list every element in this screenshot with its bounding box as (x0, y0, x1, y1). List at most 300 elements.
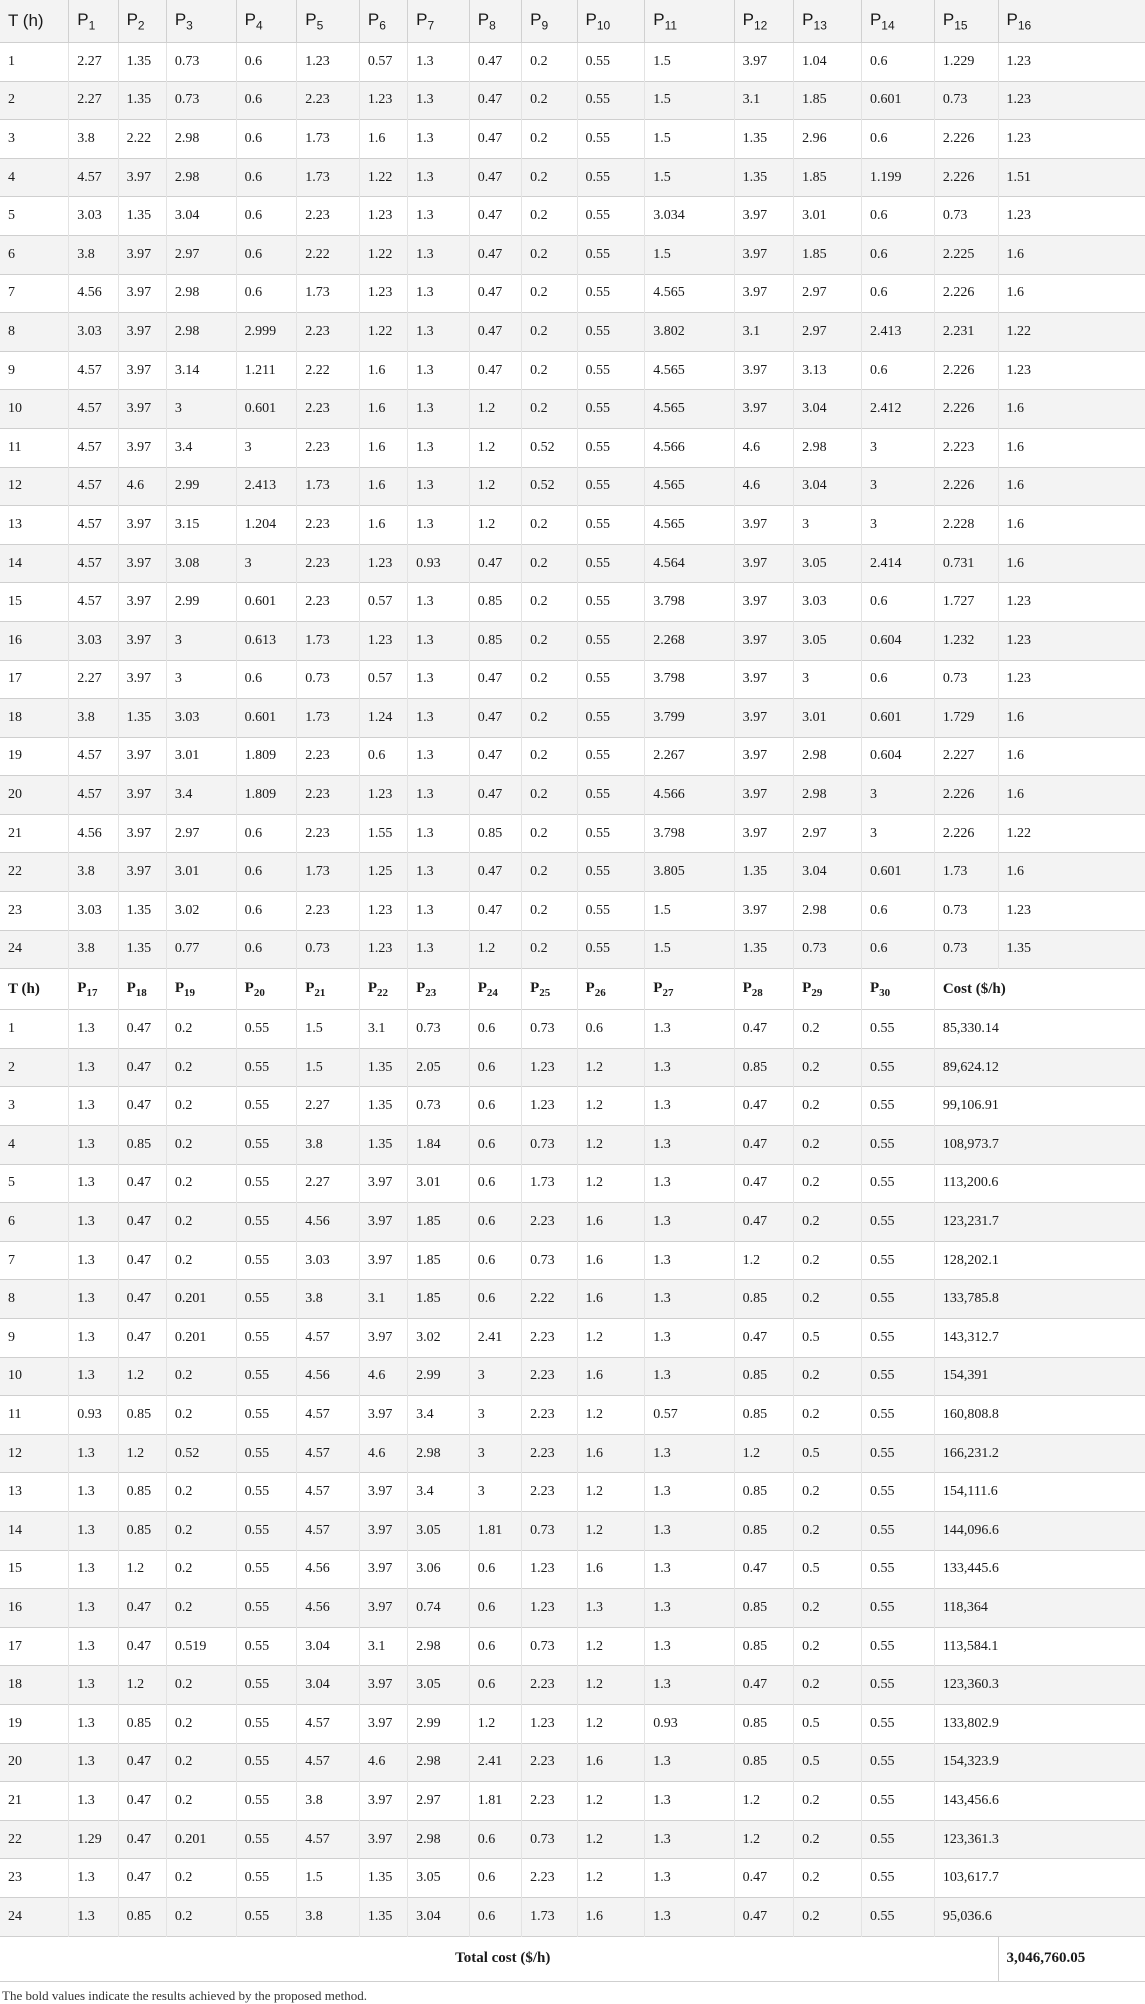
bottom-table-cell: 0.74 (408, 1589, 470, 1628)
top-table-cell: 4.566 (645, 428, 734, 467)
top-table-cell: 2.98 (794, 776, 862, 815)
bottom-table-cell: 13 (0, 1473, 69, 1512)
cost-cell: 154,111.6 (934, 1473, 1145, 1512)
top-table-cell: 0.55 (577, 351, 645, 390)
top-table-cell: 2.223 (934, 428, 998, 467)
bottom-table-cell: 0.2 (166, 1164, 236, 1203)
top-table-cell: 7 (0, 274, 69, 313)
bottom-table-cell: 0.2 (794, 1627, 862, 1666)
cost-cell: 123,231.7 (934, 1203, 1145, 1242)
top-table-cell: 3.03 (69, 892, 118, 931)
bottom-header-cell (469, 969, 521, 1010)
top-table-cell: 1.23 (998, 120, 1145, 159)
bottom-table-cell: 3 (469, 1396, 521, 1435)
top-table-cell: 3.97 (734, 814, 794, 853)
top-table-cell: 3 (236, 428, 297, 467)
bottom-table-row (0, 1473, 1145, 1512)
bottom-table-cell: 2.99 (408, 1357, 470, 1396)
bottom-table-cell: 0.85 (734, 1589, 794, 1628)
bottom-table-cell: 0.5 (794, 1550, 862, 1589)
top-table-cell: 0.731 (934, 544, 998, 583)
cost-cell: 143,456.6 (934, 1782, 1145, 1821)
bottom-table-cell: 2.23 (522, 1782, 577, 1821)
top-table-cell: 1.35 (118, 892, 166, 931)
bottom-table-cell: 1.3 (69, 1434, 118, 1473)
bottom-header-cell (861, 969, 934, 1010)
bottom-table-cell: 0.55 (236, 1473, 297, 1512)
top-table-cell: 1.6 (998, 699, 1145, 738)
bottom-table-cell: 0.47 (734, 1319, 794, 1358)
bottom-table-cell: 1.2 (577, 1164, 645, 1203)
top-table-cell: 3.97 (734, 43, 794, 82)
bottom-table-cell: 0.85 (734, 1048, 794, 1087)
bottom-table-cell: 0.55 (861, 1010, 934, 1049)
bottom-table-cell: 1.2 (118, 1550, 166, 1589)
top-table-cell: 2.23 (297, 544, 360, 583)
bottom-table-cell: 0.55 (236, 1589, 297, 1628)
top-table-cell: 1.5 (645, 120, 734, 159)
top-table-cell: 3.97 (734, 621, 794, 660)
top-table-cell: 1.3 (408, 197, 470, 236)
top-table-cell: 0.6 (861, 120, 934, 159)
bottom-table-cell: 0.55 (236, 1897, 297, 1936)
bottom-table-cell: 0.55 (861, 1280, 934, 1319)
bottom-table-cell: 0.47 (734, 1897, 794, 1936)
bottom-table-row (0, 1164, 1145, 1203)
bottom-table-cell: 1.6 (577, 1743, 645, 1782)
top-header-label: P (653, 9, 665, 29)
bottom-table-cell: 0.6 (469, 1087, 521, 1126)
bottom-table-cell: 4.57 (297, 1511, 360, 1550)
top-table-cell: 17 (0, 660, 69, 699)
bottom-table-cell: 3.8 (297, 1897, 360, 1936)
bottom-table-cell: 3.4 (408, 1473, 470, 1512)
bottom-table-cell: 4.57 (297, 1743, 360, 1782)
top-table-cell: 0.604 (861, 737, 934, 776)
top-table-cell: 4.57 (69, 351, 118, 390)
top-table-cell: 6 (0, 235, 69, 274)
table-footnote: The bold values indicate the results achieved by the proposed method. (2, 1987, 367, 2003)
top-header-label: P (244, 9, 256, 29)
bottom-table-cell: 2.23 (522, 1473, 577, 1512)
top-table-cell: 3.97 (734, 544, 794, 583)
top-table-cell: 2.23 (297, 313, 360, 352)
bottom-table-cell: 2.23 (522, 1434, 577, 1473)
top-table-cell: 2.231 (934, 313, 998, 352)
top-table-cell: 3.8 (69, 235, 118, 274)
top-header-subscript: 15 (954, 18, 968, 33)
bottom-table-row (0, 1511, 1145, 1550)
bottom-table-cell: 0.47 (118, 1164, 166, 1203)
top-table-cell: 2.413 (236, 467, 297, 506)
bottom-table-cell: 1.3 (69, 1087, 118, 1126)
bottom-table-cell: 1.2 (577, 1087, 645, 1126)
bottom-table-cell: 0.47 (118, 1782, 166, 1821)
bottom-header-label: P (77, 979, 87, 996)
top-table-cell: 0.55 (577, 390, 645, 429)
bottom-header-label: P (530, 979, 540, 996)
bottom-table-cell: 4.6 (359, 1434, 407, 1473)
top-header-subscript: 3 (186, 18, 193, 33)
bottom-table-cell: 0.55 (236, 1087, 297, 1126)
top-table-cell: 1.5 (645, 930, 734, 969)
top-table-row (0, 544, 1145, 583)
top-table-cell: 0.6 (236, 235, 297, 274)
total-cost-value: 3,046,760.05 (998, 1936, 1145, 1981)
top-header-label: P (477, 9, 490, 29)
top-table-cell: 0.6 (861, 197, 934, 236)
bottom-table-cell: 16 (0, 1589, 69, 1628)
bottom-table-cell: 0.55 (236, 1434, 297, 1473)
top-table-cell: 3 (794, 506, 862, 545)
top-table-cell: 0.6 (236, 158, 297, 197)
top-table-cell: 4.56 (69, 814, 118, 853)
bottom-table-row (0, 1897, 1145, 1936)
top-table-cell: 0.6 (861, 930, 934, 969)
bottom-header-label: Cost ($/h) (942, 980, 1006, 997)
top-table-row (0, 43, 1145, 82)
bottom-table-cell: 0.52 (166, 1434, 236, 1473)
bottom-header-subscript: 19 (184, 986, 195, 999)
top-table-cell: 1.6 (359, 428, 407, 467)
bottom-header-label: T (h) (8, 980, 40, 997)
bottom-table-cell: 2.27 (297, 1087, 360, 1126)
top-table-cell: 2.414 (861, 544, 934, 583)
bottom-table-cell: 0.85 (118, 1897, 166, 1936)
cost-cell: 123,361.3 (934, 1820, 1145, 1859)
bottom-table-cell: 1.3 (645, 1357, 734, 1396)
bottom-table-cell: 1.6 (577, 1897, 645, 1936)
bottom-table-cell: 4.56 (297, 1550, 360, 1589)
bottom-table-cell: 0.47 (734, 1203, 794, 1242)
top-table-cell: 1.2 (469, 930, 521, 969)
bottom-table-cell: 24 (0, 1897, 69, 1936)
top-table-cell: 1.3 (408, 660, 470, 699)
top-table-cell: 0.2 (522, 351, 577, 390)
bottom-header-label: P (653, 979, 663, 996)
bottom-table-cell: 2.23 (522, 1666, 577, 1705)
top-table-cell: 1.5 (645, 235, 734, 274)
bottom-table-cell: 1.2 (577, 1782, 645, 1821)
bottom-table-cell: 0.2 (794, 1126, 862, 1165)
top-table-cell: 1.3 (408, 43, 470, 82)
top-table-cell: 3.03 (69, 621, 118, 660)
top-table-cell: 12 (0, 467, 69, 506)
top-table-cell: 2.99 (166, 583, 236, 622)
top-header-label: P (174, 9, 187, 29)
top-table-cell: 0.2 (522, 776, 577, 815)
top-table-cell: 8 (0, 313, 69, 352)
top-table-cell: 3.97 (734, 351, 794, 390)
bottom-table-row (0, 1357, 1145, 1396)
bottom-table-cell: 3.97 (359, 1396, 407, 1435)
bottom-table-cell: 2.98 (408, 1434, 470, 1473)
bottom-table-cell: 0.47 (118, 1048, 166, 1087)
bottom-table-cell: 1.2 (577, 1396, 645, 1435)
top-table-cell: 2.23 (297, 81, 360, 120)
bottom-header-label: P (126, 979, 136, 996)
bottom-table-cell: 0.6 (469, 1589, 521, 1628)
bottom-table-cell: 1.3 (645, 1627, 734, 1666)
top-table-cell: 0.85 (469, 814, 521, 853)
top-header-label: P (530, 9, 542, 29)
bottom-table-cell: 0.85 (118, 1511, 166, 1550)
bottom-table-cell: 1.6 (577, 1280, 645, 1319)
top-table-cell: 3 (861, 506, 934, 545)
bottom-table-cell: 0.55 (861, 1164, 934, 1203)
bottom-table-cell: 1.3 (645, 1550, 734, 1589)
bottom-table-cell: 1.3 (645, 1589, 734, 1628)
top-table-cell: 0.2 (522, 158, 577, 197)
top-table-cell: 5 (0, 197, 69, 236)
bottom-table-cell: 1.3 (645, 1164, 734, 1203)
bottom-table-cell: 0.5 (794, 1743, 862, 1782)
top-table-cell: 2.226 (934, 814, 998, 853)
bottom-header-subscript: 25 (539, 986, 551, 999)
bottom-table-cell: 0.201 (166, 1820, 236, 1859)
bottom-header-subscript: 23 (425, 986, 437, 999)
bottom-table-cell: 0.55 (861, 1396, 934, 1435)
top-table-row (0, 776, 1145, 815)
top-table-cell: 13 (0, 506, 69, 545)
top-table-cell: 0.2 (522, 43, 577, 82)
top-table-cell: 1.23 (998, 197, 1145, 236)
bottom-table-cell: 0.55 (236, 1704, 297, 1743)
bottom-table-cell: 0.55 (861, 1126, 934, 1165)
top-table-cell: 1.729 (934, 699, 998, 738)
bottom-table-cell: 4.56 (297, 1589, 360, 1628)
top-table-cell: 3.97 (118, 235, 166, 274)
top-table-cell: 0.73 (934, 930, 998, 969)
top-table-cell: 4.565 (645, 274, 734, 313)
cost-cell: 95,036.6 (934, 1897, 1145, 1936)
top-table-cell: 0.85 (469, 621, 521, 660)
bottom-table-cell: 1.3 (69, 1203, 118, 1242)
bottom-table-cell: 3.97 (359, 1782, 407, 1821)
top-table-cell: 2.23 (297, 814, 360, 853)
top-table-cell: 1.3 (408, 892, 470, 931)
top-table-cell: 2.226 (934, 390, 998, 429)
bottom-table-row (0, 1859, 1145, 1898)
top-table-cell: 0.57 (359, 583, 407, 622)
top-table-cell: 2.22 (118, 120, 166, 159)
top-table-cell: 2.999 (236, 313, 297, 352)
top-table-cell: 0.73 (934, 197, 998, 236)
bottom-table-cell: 1.3 (69, 1859, 118, 1898)
bottom-table-cell: 1.3 (69, 1511, 118, 1550)
bottom-table-cell: 11 (0, 1396, 69, 1435)
bottom-table-cell: 0.47 (734, 1550, 794, 1589)
top-table-cell: 0.55 (577, 428, 645, 467)
top-table-cell: 0.2 (522, 81, 577, 120)
bottom-table-cell: 3.05 (408, 1666, 470, 1705)
top-table-cell: 3.034 (645, 197, 734, 236)
top-table-cell: 0.73 (297, 930, 360, 969)
top-table-cell: 16 (0, 621, 69, 660)
top-table-cell: 0.73 (934, 660, 998, 699)
top-table-row (0, 814, 1145, 853)
top-table-cell: 1.23 (998, 583, 1145, 622)
bottom-table-cell: 0.6 (469, 1164, 521, 1203)
bottom-table-cell: 1.3 (69, 1666, 118, 1705)
top-header-label: P (1006, 9, 1018, 29)
top-header-subscript: 14 (881, 18, 895, 33)
top-table-cell: 0.73 (166, 81, 236, 120)
top-table-cell: 0.6 (359, 737, 407, 776)
top-table-cell: 1.6 (998, 467, 1145, 506)
top-table-cell: 1.35 (734, 158, 794, 197)
bottom-table-cell: 0.55 (861, 1241, 934, 1280)
top-table-cell: 1.3 (408, 274, 470, 313)
top-table-row (0, 660, 1145, 699)
bottom-table-cell: 4.6 (359, 1743, 407, 1782)
top-header-subscript: 2 (137, 18, 145, 33)
top-table-cell: 1.23 (359, 544, 407, 583)
bottom-table-cell: 2.98 (408, 1743, 470, 1782)
bottom-table-cell: 0.85 (734, 1743, 794, 1782)
top-table-row (0, 235, 1145, 274)
bottom-header-cell (166, 969, 236, 1010)
bottom-table-cell: 1.3 (69, 1280, 118, 1319)
top-table-cell: 1.6 (998, 776, 1145, 815)
bottom-table-cell: 1.3 (69, 1550, 118, 1589)
bottom-table-cell: 0.55 (236, 1666, 297, 1705)
top-table-cell: 1.6 (998, 274, 1145, 313)
top-table-cell: 0.47 (469, 158, 521, 197)
top-table-cell: 0.47 (469, 43, 521, 82)
bottom-table-cell: 1.2 (734, 1782, 794, 1821)
cost-cell: 113,200.6 (934, 1164, 1145, 1203)
top-table-cell: 3.04 (794, 390, 862, 429)
bottom-table-cell: 0.93 (69, 1396, 118, 1435)
cost-cell: 154,391 (934, 1357, 1145, 1396)
top-table-cell: 3 (236, 544, 297, 583)
top-header-subscript: 8 (489, 18, 496, 33)
top-table-cell: 3 (166, 660, 236, 699)
bottom-table-cell: 4.56 (297, 1203, 360, 1242)
bottom-table-cell: 0.2 (794, 1010, 862, 1049)
cost-cell: 103,617.7 (934, 1859, 1145, 1898)
top-table-cell: 3.97 (734, 660, 794, 699)
top-table-cell: 0.47 (469, 274, 521, 313)
top-table-cell: 2.23 (297, 583, 360, 622)
top-table-cell: 3.4 (166, 776, 236, 815)
top-table-cell: 2.98 (166, 120, 236, 159)
top-table-cell: 0.73 (934, 892, 998, 931)
bottom-header-cell (0, 969, 69, 1010)
bottom-table-cell: 1.2 (577, 1704, 645, 1743)
top-table-cell: 3.798 (645, 583, 734, 622)
top-table-cell: 3.97 (118, 737, 166, 776)
bottom-table-cell: 1.35 (359, 1859, 407, 1898)
top-table-cell: 0.2 (522, 699, 577, 738)
top-table-cell: 4.56 (69, 274, 118, 313)
cost-cell: 85,330.14 (934, 1010, 1145, 1049)
top-table-row (0, 81, 1145, 120)
bottom-header-cell (359, 969, 407, 1010)
top-table-cell: 4.565 (645, 506, 734, 545)
top-table-cell: 24 (0, 930, 69, 969)
bottom-table-cell: 2.23 (522, 1859, 577, 1898)
cost-cell: 160,808.8 (934, 1396, 1145, 1435)
top-table-cell: 1.727 (934, 583, 998, 622)
top-table-cell: 1.23 (998, 621, 1145, 660)
top-table-cell: 0.55 (577, 660, 645, 699)
bottom-table-cell: 1.6 (577, 1550, 645, 1589)
bottom-header-subscript: 30 (879, 986, 891, 999)
top-table-row (0, 853, 1145, 892)
top-table-cell: 19 (0, 737, 69, 776)
bottom-table-row (0, 1010, 1145, 1049)
bottom-table-cell: 0.2 (794, 1589, 862, 1628)
top-table-cell: 2.23 (297, 506, 360, 545)
top-table-cell: 0.73 (297, 660, 360, 699)
bottom-header-label: P (367, 979, 378, 996)
bottom-header-cell (236, 969, 297, 1010)
top-table-cell: 1.23 (998, 892, 1145, 931)
bottom-table-cell: 1.81 (469, 1511, 521, 1550)
top-table-cell: 3.97 (734, 776, 794, 815)
top-table-cell: 20 (0, 776, 69, 815)
bottom-table-row (0, 1589, 1145, 1628)
top-table-cell: 0.47 (469, 776, 521, 815)
top-table-cell: 3.97 (118, 660, 166, 699)
top-table-cell: 0.47 (469, 544, 521, 583)
bottom-table-row (0, 1280, 1145, 1319)
bottom-table-cell: 0.2 (794, 1666, 862, 1705)
top-table-cell: 3.97 (118, 351, 166, 390)
top-table-cell: 3.97 (118, 814, 166, 853)
bottom-table-cell: 0.2 (166, 1550, 236, 1589)
bottom-header-subscript: 18 (135, 986, 147, 999)
top-table-cell: 3.97 (118, 506, 166, 545)
top-table-cell: 3.97 (118, 544, 166, 583)
bottom-table-cell: 0.55 (236, 1203, 297, 1242)
bottom-table-cell: 2.23 (522, 1203, 577, 1242)
top-table-cell: 3.03 (166, 699, 236, 738)
bottom-table-cell: 1.35 (359, 1087, 407, 1126)
top-table-cell: 1.3 (408, 428, 470, 467)
bottom-table-cell: 1.3 (645, 1087, 734, 1126)
top-table-cell: 0.55 (577, 930, 645, 969)
top-table-cell: 1.35 (118, 699, 166, 738)
top-table-cell: 1.6 (359, 390, 407, 429)
top-table-cell: 1.73 (297, 467, 360, 506)
top-table-row (0, 467, 1145, 506)
top-table-cell: 1.35 (734, 930, 794, 969)
top-table-cell: 0.77 (166, 930, 236, 969)
top-header-subscript: 12 (753, 18, 768, 33)
bottom-table-cell: 1.3 (69, 1126, 118, 1165)
top-table-cell: 3.97 (118, 776, 166, 815)
bottom-table-cell: 0.55 (861, 1434, 934, 1473)
top-table-cell: 2.98 (794, 428, 862, 467)
bottom-header-cell (69, 969, 118, 1010)
bottom-table-cell: 0.2 (166, 1666, 236, 1705)
top-table-cell: 1.5 (645, 158, 734, 197)
bottom-table-cell: 0.55 (236, 1550, 297, 1589)
bottom-table-cell: 0.93 (645, 1704, 734, 1743)
bottom-table-cell: 0.55 (236, 1048, 297, 1087)
top-table-cell: 1.3 (408, 814, 470, 853)
top-table-cell: 1.2 (469, 467, 521, 506)
top-table-cell: 0.6 (861, 43, 934, 82)
top-header-cell (0, 0, 69, 43)
bottom-table-cell: 0.5 (794, 1319, 862, 1358)
top-header-subscript: 9 (541, 18, 549, 33)
top-table-cell: 0.55 (577, 892, 645, 931)
top-table-row (0, 583, 1145, 622)
